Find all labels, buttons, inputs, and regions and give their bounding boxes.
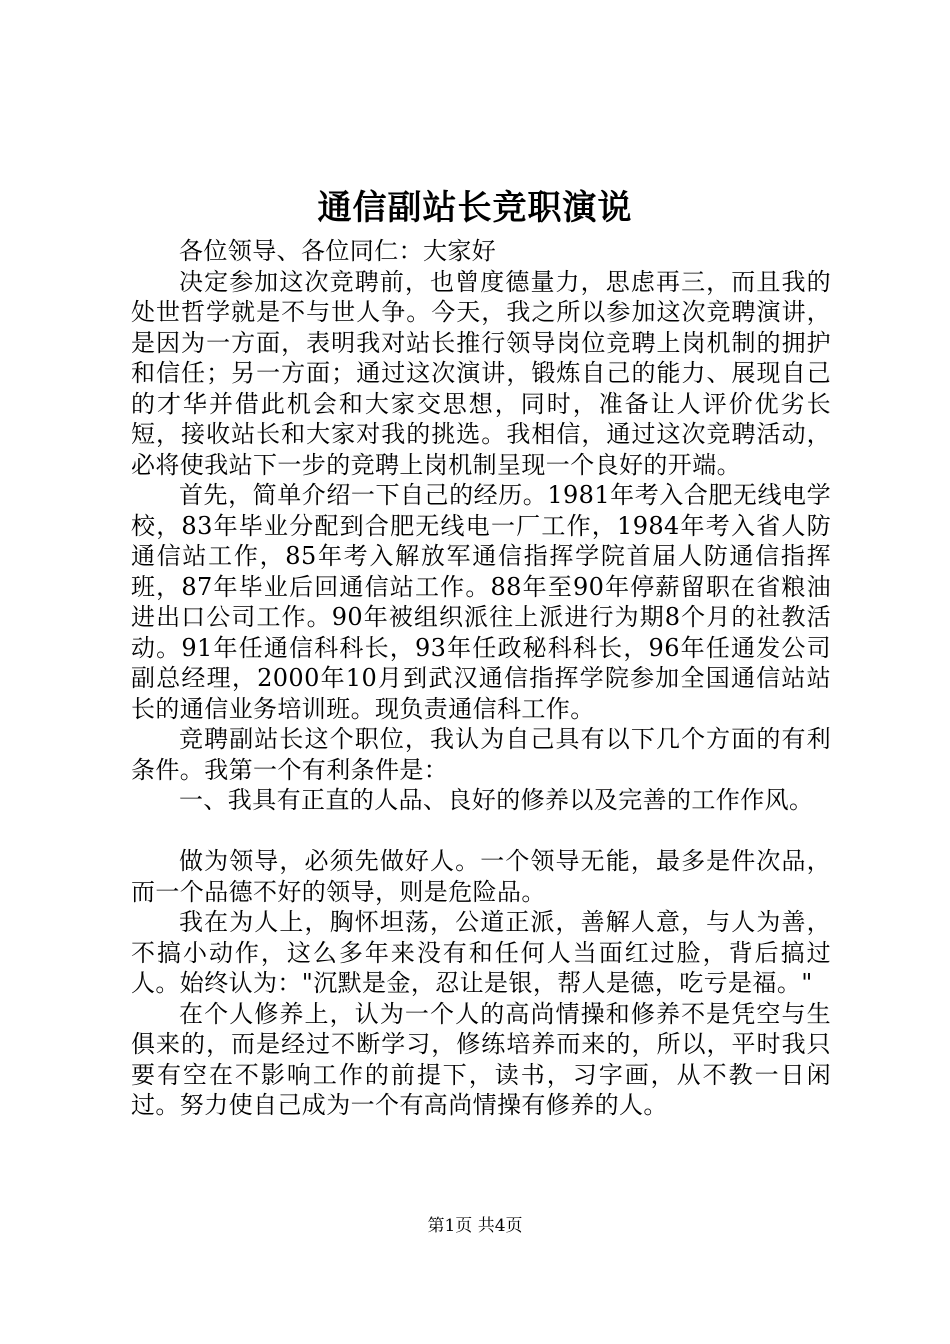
paragraph-greeting: 各位领导、各位同仁：大家好: [179, 237, 497, 265]
paragraph-intro: 决定参加这次竞聘前，也曾度德量力，思虑再三，而且我的处世哲学就是不与世人争。今天，我之所以参加这次竞聘演讲，是因为一方面，表明我对站长推行领导岗位竞聘上岗机制的拥护和信任；另一方面；通过这次演讲，锻炼自己的能力、展现自己的才华并借此机会和大家交思想，同时，准备让人评价优劣长短，接收站长和大家对我的挑选。我相信，通过这次竞聘活动，必将使我站下一步的竞聘上岗机制呈现一个良好的开端。: [131, 267, 831, 479]
page-footer: 第1页 共4页: [427, 1216, 523, 1236]
paragraph-experience: 首先，简单介绍一下自己的经历。1981年考入合肥无线电学校，83年毕业分配到合肥无线电一厂工作，1984年考入省人防通信站工作，85年考入解放军通信指挥学院首届人防通信指挥班，87年毕业后回通信站工作。88年至90年停薪留职在省粮油进出口公司工作。90年被组织派往上派进行为期8个月的社教活动。91年任通信科科长，93年任政秘科科长，96年任通发公司副总经理，2000年10月到武汉通信指挥学院参加全国通信站站长的通信业务培训班。现负责通信科工作。: [131, 481, 831, 723]
paragraph-condition-one: 一、我具有正直的人品、良好的修养以及完善的工作作风。: [179, 786, 814, 814]
document-title: 通信副站长竞职演说: [317, 188, 633, 228]
paragraph-conditions: 竞聘副站长这个职位，我认为自己具有以下几个方面的有利条件。我第一个有利条件是：: [131, 725, 831, 784]
paragraph-leadership: 做为领导，必须先做好人。一个领导无能，最多是件次品，而一个品德不好的领导，则是危险品。: [131, 847, 831, 906]
blank-line: [131, 816, 831, 847]
document-body: [131, 236, 831, 1121]
paragraph-character: 我在为人上，胸怀坦荡，公道正派，善解人意，与人为善，不搞小动作，这么多年来没有和任何人当面红过脸，背后搞过人。始终认为："沉默是金，忍让是银，帮人是德，吃亏是福。": [131, 908, 831, 997]
paragraph-cultivation: 在个人修养上，认为一个人的高尚情操和修养不是凭空与生俱来的，而是经过不断学习，修练培养而来的，所以，平时我只要有空在不影响工作的前提下，读书，习字画，从不教一日闲过。努力使自己成为一个有高尚情操有修养的人。: [131, 999, 831, 1119]
